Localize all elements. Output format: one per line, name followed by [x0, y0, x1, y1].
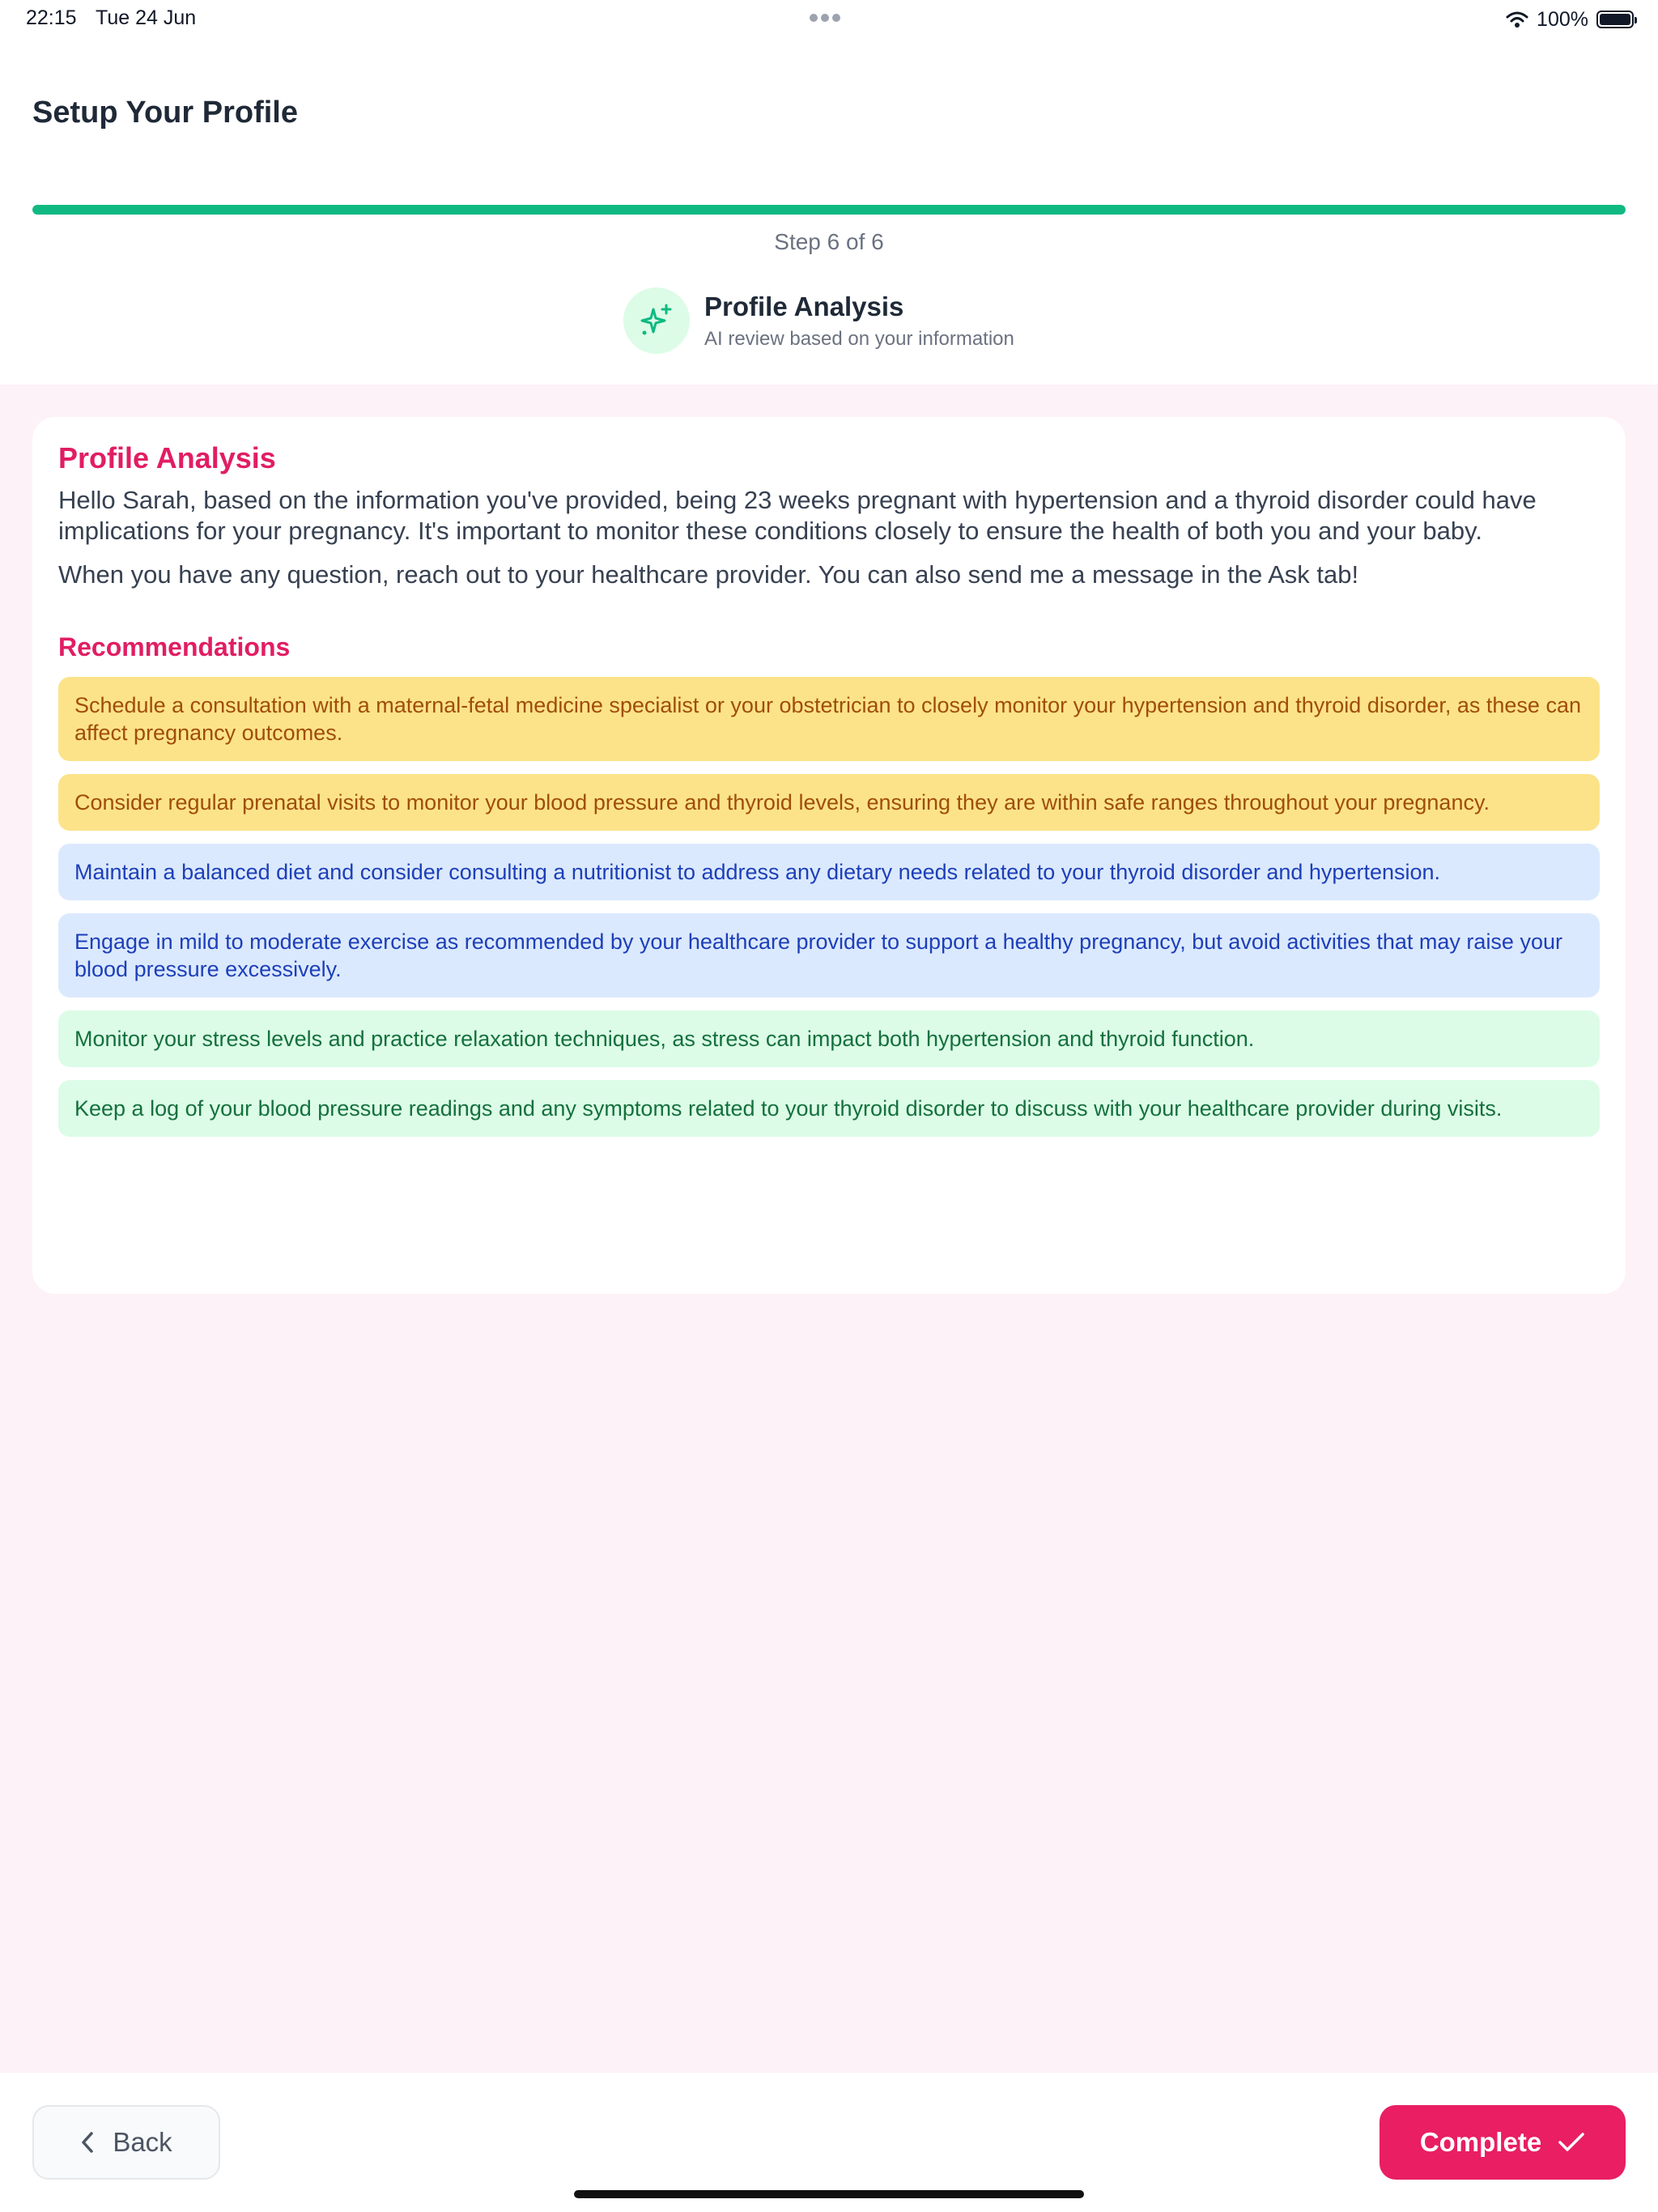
progress-fill — [32, 205, 1626, 215]
home-indicator[interactable] — [574, 2190, 1084, 2198]
step-heading — [623, 284, 1014, 357]
page-title: Setup Your Profile — [32, 96, 298, 130]
progress-bar — [32, 205, 1626, 215]
status-right — [1506, 6, 1634, 32]
multitasking-dots-icon[interactable] — [810, 11, 847, 23]
chevron-left-icon — [80, 2131, 95, 2154]
recommendations-title: Recommendations — [58, 632, 291, 661]
recommendation-item: Maintain a balanced diet and consider consulting a nutritionist to address any dietary needs related to your thyroid disorder and hypertension. — [58, 844, 1600, 900]
recommendation-item: Keep a log of your blood pressure readings and any symptoms related to your thyroid disorder to discuss with your healthcare provider during visits. — [58, 1080, 1600, 1137]
sparkles-icon — [623, 287, 690, 354]
check-icon — [1558, 2132, 1585, 2153]
status-date: Tue 24 Jun — [96, 6, 197, 29]
recommendation-item: Monitor your stress levels and practice relaxation techniques, as stress can impact both hypertension and thyroid function. — [58, 1010, 1600, 1067]
analysis-paragraph: When you have any question, reach out to your healthcare provider. You can also send me a message in the Ask tab! — [58, 560, 1359, 589]
complete-button[interactable] — [1380, 2105, 1626, 2180]
header — [0, 39, 1658, 174]
battery-icon — [1596, 11, 1634, 28]
step-label: Step 6 of 6 — [774, 229, 884, 254]
status-time: 22:15 — [26, 6, 77, 29]
analysis-paragraph: Hello Sarah, based on the information you've provided, being 23 weeks pregnant with hypertension and a thyroid disorder could have implications for your pregnancy. It's important to monitor these conditions closely to ensure the health of both you and your baby. — [58, 486, 1537, 545]
recommendation-item: Schedule a consultation with a maternal-fetal medicine specialist or your obstetrician to closely monitor your hypertension and thyroid disorder, as these can affect pregnancy outcomes. — [58, 677, 1600, 761]
recommendations-list — [58, 677, 1600, 1137]
analysis-title: Profile Analysis — [58, 441, 276, 474]
step-subtitle: AI review based on your information — [704, 328, 1014, 350]
wifi-icon — [1506, 11, 1528, 28]
analysis-card — [32, 417, 1626, 1294]
recommendation-item: Engage in mild to moderate exercise as recommended by your healthcare provider to support a healthy pregnancy, but avoid activities that may raise your blood pressure excessively. — [58, 913, 1600, 998]
back-button[interactable] — [32, 2105, 220, 2180]
step-text — [704, 291, 1014, 351]
step-title: Profile Analysis — [704, 291, 904, 321]
battery-percent: 100% — [1537, 7, 1588, 31]
back-label: Back — [113, 2127, 172, 2157]
step-area — [0, 172, 1658, 385]
complete-label: Complete — [1419, 2127, 1542, 2157]
status-bar — [0, 0, 1658, 39]
recommendation-item: Consider regular prenatal visits to monitor your blood pressure and thyroid levels, ensuring they are within safe ranges throughout your pregnancy. — [58, 774, 1600, 831]
